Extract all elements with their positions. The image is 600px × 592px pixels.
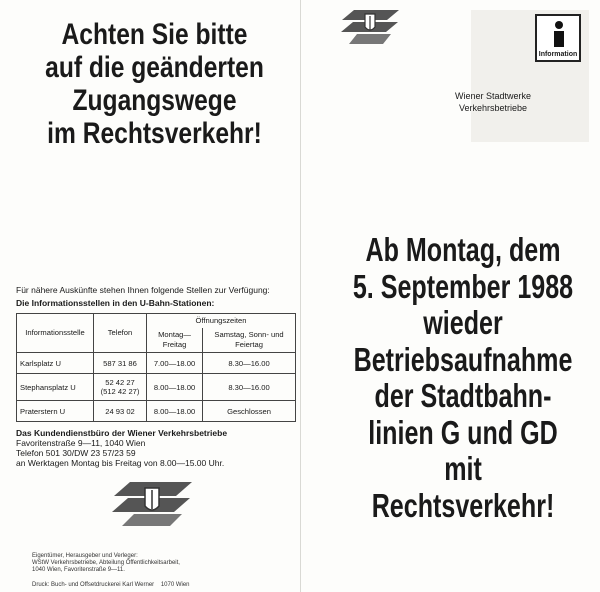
imprint-line: Eigentümer, Herausgeber und Verleger: (32, 553, 138, 559)
left-headline-line: Achten Sie bitte (61, 18, 248, 51)
table-row (17, 374, 296, 401)
left-headline-line: im Rechtsverkehr! (47, 117, 262, 150)
cell-weekend: 8.30—16.00 (203, 353, 296, 374)
left-headline (38, 18, 272, 150)
table-row (17, 353, 296, 374)
cell-station: Stephansplatz U (17, 374, 94, 401)
imprint-line: WStW Verkehrsbetriebe, Abteilung Öffentlichkeitsarbeit, (32, 560, 180, 567)
information-label: Information (538, 51, 578, 58)
right-headline-line: Betriebsaufnahme (353, 340, 573, 378)
header-phone: Telefon (94, 314, 147, 353)
right-headline-line: linien G und GD mit (368, 413, 558, 487)
office-title: Das Kundendienstbüro der Wiener Verkehrsbetriebe (16, 428, 228, 438)
right-headline (353, 232, 573, 524)
organization-name (418, 90, 568, 114)
office-hours: an Werktagen Montag bis Freitag von 8.00—15.00 Uhr. (16, 458, 225, 468)
org-line: Verkehrsbetriebe (458, 103, 528, 113)
cell-weekdays: 8.00—18.00 (147, 401, 203, 422)
cell-phone: 24 93 02 (94, 401, 147, 422)
left-headline-line: Zugangswege (72, 84, 237, 117)
wiener-linien-logo-small (341, 10, 399, 44)
right-headline-line: 5. September 1988 (352, 267, 574, 305)
table-row (17, 401, 296, 422)
customer-office (16, 428, 227, 468)
right-headline-line: Ab Montag, dem (365, 231, 561, 268)
info-table (16, 313, 296, 422)
printer-credit: Druck: Buch- und Offsetdruckerei Karl Werner 1070 Wien (32, 582, 190, 588)
office-address: Favoritenstraße 9—11, 1040 Wien (16, 438, 146, 448)
imprint (32, 553, 180, 575)
cell-station: Praterstern U (17, 401, 94, 422)
cell-station: Karlsplatz U (17, 353, 94, 374)
header-hours: Öffnungszeiten (147, 314, 296, 329)
information-icon (535, 14, 581, 62)
table-header-row (17, 314, 296, 329)
cell-phone-primary: 52 42 27 (105, 378, 135, 387)
right-headline-line: der Stadtbahn- (374, 377, 552, 414)
cell-weekend: 8.30—16.00 (203, 374, 296, 401)
header-weekdays: Montag—Freitag (147, 328, 203, 353)
intro-text: Für nähere Auskünfte stehen Ihnen folgende Stellen zur Verfügung: (16, 285, 270, 295)
cell-weekend: Geschlossen (203, 401, 296, 422)
cell-phone-secondary: (512 42 27) (100, 387, 140, 396)
header-station: Informationsstelle (17, 314, 94, 353)
cell-weekdays: 7.00—18.00 (147, 353, 203, 374)
org-line: Wiener Stadtwerke (454, 91, 532, 101)
stations-title: Die Informationsstellen in den U-Bahn-Stationen: (16, 298, 215, 308)
wiener-linien-logo (112, 482, 192, 526)
right-headline-line: wieder (423, 304, 503, 341)
header-weekend: Samstag, Sonn- und Feiertag (203, 328, 296, 353)
cell-phone (94, 374, 147, 401)
right-headline-line: Rechtsverkehr! (371, 486, 555, 524)
cell-weekdays: 8.00—18.00 (147, 374, 203, 401)
cell-phone: 587 31 86 (94, 353, 147, 374)
left-headline-line: auf die geänderten (45, 51, 264, 84)
imprint-line: 1040 Wien, Favoritenstraße 9—11. (32, 567, 125, 574)
office-phone: Telefon 501 30/DW 23 57/23 59 (16, 448, 136, 458)
